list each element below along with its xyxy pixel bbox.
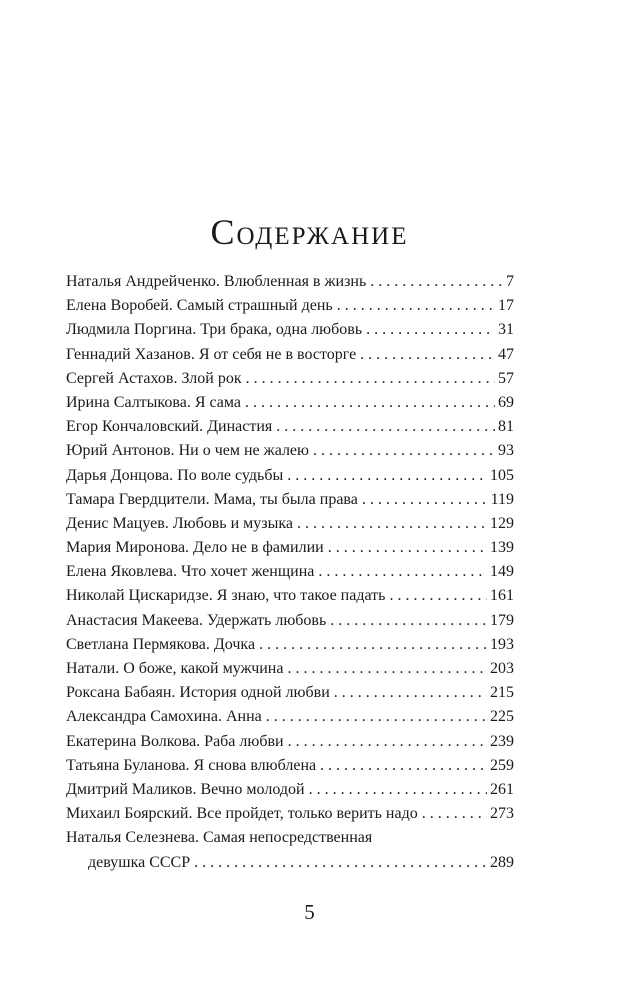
toc-entry-page: 69 bbox=[498, 393, 514, 411]
toc-entry bbox=[66, 633, 514, 657]
toc-entry bbox=[66, 657, 514, 681]
toc-leader-dots bbox=[245, 391, 495, 415]
toc-leader-dots bbox=[366, 318, 495, 342]
toc-entry-page: 273 bbox=[490, 805, 514, 823]
toc-entry bbox=[66, 851, 514, 875]
toc-entry-title: Александра Самохина. Анна bbox=[66, 708, 262, 726]
toc-entry bbox=[66, 464, 514, 488]
toc-entry-page: 105 bbox=[490, 466, 514, 484]
toc-entry-page: 193 bbox=[490, 635, 514, 653]
toc-entry-page: 139 bbox=[490, 539, 514, 557]
toc-entry-title: Людмила Поргина. Три брака, одна любовь bbox=[66, 321, 363, 339]
toc-entry bbox=[66, 415, 514, 439]
toc-entry-page: 203 bbox=[490, 660, 514, 677]
toc-entry-title: Елена Воробей. Самый страшный день bbox=[66, 297, 333, 315]
toc-leader-dots bbox=[330, 609, 487, 633]
toc-entry-title: Светлана Пермякова. Дочка bbox=[66, 635, 256, 653]
toc-entry bbox=[66, 512, 514, 536]
toc-leader-dots bbox=[318, 560, 487, 584]
toc-leader-dots bbox=[337, 294, 495, 318]
toc-entry-page: 259 bbox=[490, 756, 514, 774]
toc-entry-page: 57 bbox=[498, 369, 514, 387]
toc-leader-dots bbox=[288, 730, 487, 754]
toc-entry-title: Татьяна Буланова. Я снова влюблена bbox=[66, 756, 317, 774]
toc-entry-page: 161 bbox=[490, 587, 514, 605]
toc-entry-page: 119 bbox=[490, 490, 514, 508]
toc-entry bbox=[66, 439, 514, 463]
toc-entry-title: Геннадий Хазанов. Я от себя не в восторге bbox=[66, 345, 357, 363]
toc-entry bbox=[66, 367, 514, 391]
toc-entry-page: 225 bbox=[490, 708, 514, 726]
toc-entry-title-line1: Наталья Селезнева. Самая непосредственная bbox=[66, 829, 373, 847]
toc-leader-dots bbox=[320, 754, 487, 778]
toc-leader-dots bbox=[360, 343, 495, 367]
toc-entry-title: Тамара Гвердцители. Мама, ты была права bbox=[66, 490, 358, 508]
toc-leader-dots bbox=[246, 367, 495, 391]
toc-entry-title: Дарья Донцова. По воле судьбы bbox=[66, 466, 284, 484]
toc-entry bbox=[66, 681, 514, 705]
toc-entry-title: Михаил Боярский. Все пройдет, только верить надо bbox=[66, 805, 418, 823]
toc-entry-page: 215 bbox=[490, 684, 514, 702]
toc-leader-dots bbox=[309, 778, 487, 802]
toc-entry-page: 47 bbox=[498, 345, 514, 363]
toc-leader-dots bbox=[362, 488, 488, 512]
toc-entry bbox=[66, 294, 514, 318]
toc-leader-dots bbox=[297, 512, 487, 536]
toc-entry-title: Елена Яковлева. Что хочет женщина bbox=[66, 563, 315, 581]
table-of-contents bbox=[66, 270, 514, 875]
toc-leader-dots bbox=[266, 705, 487, 729]
toc-leader-dots bbox=[422, 802, 487, 826]
toc-entry-page: 289 bbox=[490, 853, 514, 871]
toc-entry bbox=[66, 488, 514, 512]
toc-entry-title: Николай Цискаридзе. Я знаю, что такое падать bbox=[66, 587, 386, 605]
toc-entry-title: девушка СССР bbox=[88, 853, 191, 871]
toc-entry-title: Анастасия Макеева. Удержать любовь bbox=[66, 611, 327, 629]
toc-entry-page: 129 bbox=[490, 514, 514, 532]
toc-entry bbox=[66, 343, 514, 367]
toc-leader-dots bbox=[389, 584, 487, 608]
toc-leader-dots bbox=[313, 439, 495, 463]
page-title: Содержание bbox=[210, 212, 409, 252]
toc-leader-dots bbox=[276, 415, 495, 439]
toc-entry-title: Денис Мацуев. Любовь и музыка bbox=[66, 514, 293, 532]
toc-entry-title: Юрий Антонов. Ни о чем не жалею bbox=[66, 442, 309, 460]
toc-entry-title: Дмитрий Маликов. Вечно молодой bbox=[66, 780, 305, 798]
toc-entry bbox=[66, 609, 514, 633]
toc-entry-title: Екатерина Волкова. Раба любви bbox=[66, 732, 284, 750]
toc-entry bbox=[66, 391, 514, 415]
toc-leader-dots bbox=[259, 633, 487, 657]
toc-entry bbox=[66, 536, 514, 560]
toc-leader-dots bbox=[194, 851, 487, 875]
toc-entry-page: 261 bbox=[490, 780, 514, 798]
toc-leader-dots bbox=[287, 464, 487, 488]
toc-entry bbox=[66, 270, 514, 294]
toc-entry-title: Мария Миронова. Дело не в фамилии bbox=[66, 539, 324, 557]
toc-entry bbox=[66, 705, 514, 729]
toc-entry-page: 93 bbox=[498, 442, 514, 460]
toc-entry-title: Натали. О боже, какой мужчина bbox=[66, 660, 284, 677]
toc-entry-title: Наталья Андрейченко. Влюбленная в жизнь bbox=[66, 273, 367, 290]
toc-entry-title: Сергей Астахов. Злой рок bbox=[66, 369, 242, 387]
toc-entry-page: 17 bbox=[498, 297, 514, 315]
toc-entry-page: 239 bbox=[490, 732, 514, 750]
toc-entry-title: Роксана Бабаян. История одной любви bbox=[66, 684, 330, 702]
toc-leader-dots bbox=[370, 270, 503, 294]
toc-leader-dots bbox=[328, 536, 487, 560]
toc-entry-page: 31 bbox=[498, 321, 514, 339]
toc-entry-page: 81 bbox=[498, 418, 514, 436]
toc-leader-dots bbox=[287, 657, 487, 681]
toc-entry bbox=[66, 730, 514, 754]
toc-entry-page: 179 bbox=[490, 611, 514, 629]
page-number: 5 bbox=[304, 900, 315, 924]
toc-entry bbox=[66, 802, 514, 826]
toc-entry bbox=[66, 318, 514, 342]
toc-entry bbox=[66, 778, 514, 802]
toc-entry-page: 149 bbox=[490, 563, 514, 581]
toc-entry-title: Ирина Салтыкова. Я сама bbox=[66, 393, 242, 411]
toc-entry-title: Егор Кончаловский. Династия bbox=[66, 418, 273, 436]
toc-leader-dots bbox=[334, 681, 487, 705]
toc-entry bbox=[66, 754, 514, 778]
toc-entry bbox=[66, 584, 514, 608]
toc-entry bbox=[66, 560, 514, 584]
toc-entry-page: 7 bbox=[506, 273, 514, 290]
